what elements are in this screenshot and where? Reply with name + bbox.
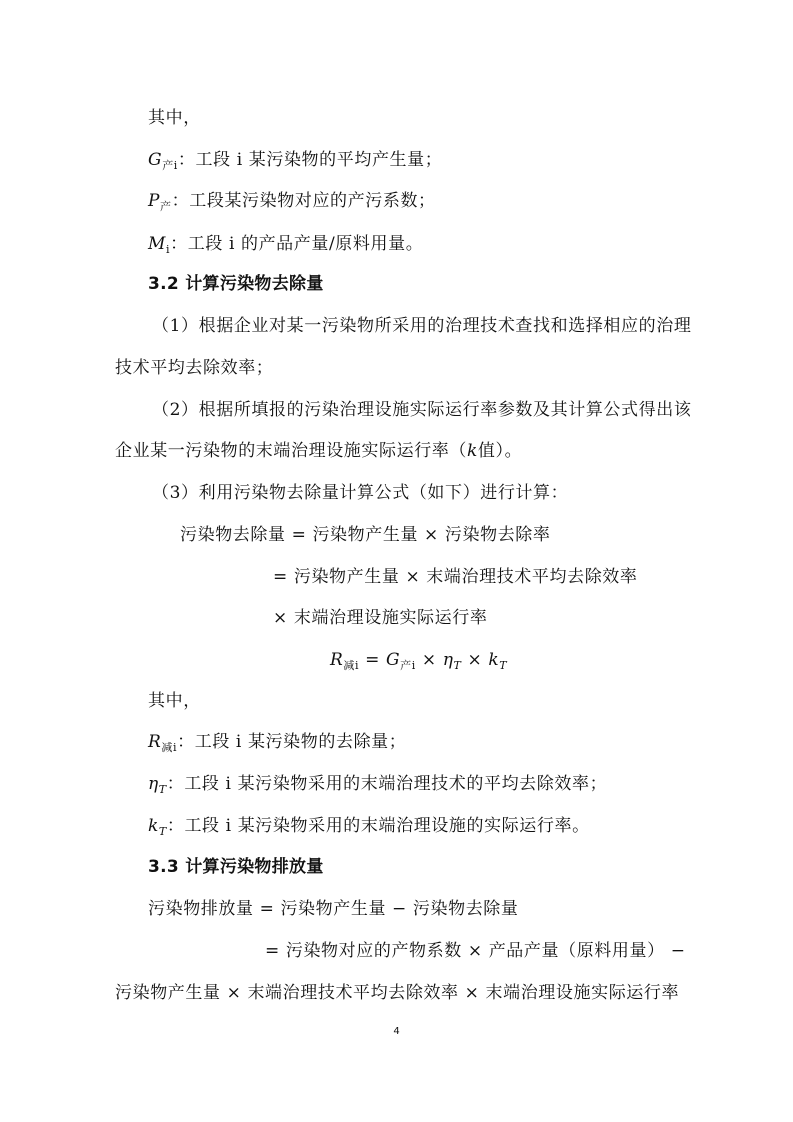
formula-emission-line-2: = 污染物对应的产物系数 × 产品产量（原料用量） − <box>265 941 686 961</box>
definition-p-produced <box>148 190 436 212</box>
definition-eta <box>148 773 607 795</box>
sub-k: T <box>499 659 508 672</box>
formula-emission-line-3: 污染物产生量 × 末端治理技术平均去除效率 × 末端治理设施实际运行率 <box>115 983 680 1003</box>
sub-r: 减i <box>343 659 360 672</box>
sub-eta: T <box>453 659 462 672</box>
section-heading-3-2: 3.2 计算污染物去除量 <box>148 274 324 294</box>
var-eta: η <box>442 650 454 670</box>
sub-m: i <box>166 243 171 256</box>
def-text: ：工段 i 某污染物采用的末端治理设施的实际运行率。 <box>166 816 590 836</box>
where-label-1: 其中， <box>148 108 201 128</box>
sub-g: 产i <box>400 659 416 672</box>
def-text: ：工段 i 某污染物的平均产生量； <box>177 150 443 170</box>
formula-removal-symbolic <box>330 649 507 671</box>
definition-r-removed <box>148 731 406 753</box>
var-k: k <box>488 650 500 670</box>
formula-removal-line-3: × 末端治理设施实际运行率 <box>273 608 488 628</box>
var-k: k <box>467 441 478 461</box>
paragraph-step-1-line-2: 技术平均去除效率； <box>115 358 274 378</box>
sub-p: 产 <box>160 200 172 213</box>
eq-sign: = <box>359 650 386 670</box>
var-r: R <box>148 732 162 752</box>
sub-k: T <box>158 825 167 838</box>
paragraph-step-2-line-1: （2）根据所填报的污染治理设施实际运行率参数及其计算公式得出该 <box>152 400 692 420</box>
var-g: G <box>148 150 163 170</box>
var-g: G <box>385 650 401 670</box>
p2-pre: 企业某一污染物的末端治理设施实际运行率（ <box>115 441 467 461</box>
def-text: ：工段 i 某污染物的去除量； <box>177 732 407 752</box>
definition-k <box>148 815 590 837</box>
var-r: R <box>330 650 344 670</box>
sub-r: 减i <box>161 741 178 754</box>
definition-g-produced <box>148 149 442 171</box>
def-text: ：工段 i 某污染物采用的末端治理技术的平均去除效率； <box>166 774 608 794</box>
sub-g: 产i <box>162 159 178 172</box>
definition-m <box>148 233 423 255</box>
def-text: ：工段 i 的产品产量/原料用量。 <box>170 234 424 254</box>
var-k: k <box>148 816 159 836</box>
times-sign: × <box>415 650 443 670</box>
times-sign: × <box>461 650 489 670</box>
var-m: M <box>148 234 167 254</box>
paragraph-step-3: （3）利用污染物去除量计算公式（如下）进行计算： <box>152 483 569 503</box>
formula-removal-line-1: 污染物去除量 = 污染物产生量 × 污染物去除率 <box>180 525 551 545</box>
formula-removal-line-2: = 污染物产生量 × 末端治理技术平均去除效率 <box>273 567 638 587</box>
paragraph-step-1-line-1: （1）根据企业对某一污染物所采用的治理技术查找和选择相应的治理 <box>152 316 692 336</box>
where-label-2: 其中， <box>148 691 201 711</box>
section-heading-3-3: 3.3 计算污染物排放量 <box>148 857 324 877</box>
p2-post: 值）。 <box>477 441 523 461</box>
sub-eta: T <box>158 783 167 796</box>
var-eta: η <box>148 774 159 794</box>
paragraph-step-2-line-2 <box>115 440 522 462</box>
def-text: ：工段某污染物对应的产污系数； <box>171 191 436 211</box>
formula-emission-line-1: 污染物排放量 = 污染物产生量 − 污染物去除量 <box>148 899 519 919</box>
var-p: P <box>148 191 161 211</box>
page-number: 4 <box>393 1026 400 1037</box>
